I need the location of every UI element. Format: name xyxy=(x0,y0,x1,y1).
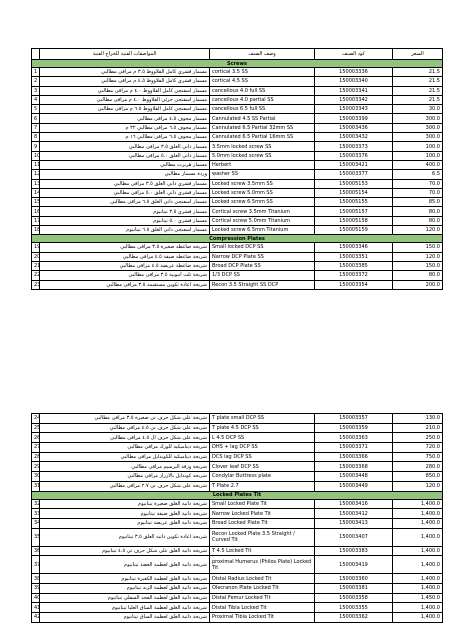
table-row xyxy=(32,160,443,169)
row-index: 35 xyxy=(32,528,40,546)
section-title: Locked Plates Tit xyxy=(32,491,443,499)
item-desc-ar: شريحة ورقة البرسيم مراقى مطالبي xyxy=(40,462,210,472)
table-row xyxy=(32,593,443,603)
item-desc-en: Cannulated 6.5 Partial 16mm SS xyxy=(210,133,315,142)
table-row xyxy=(32,472,443,482)
item-price: 120.0 xyxy=(393,226,443,235)
item-desc-en: cancellous 4.0 full SS xyxy=(210,86,315,95)
item-desc-en: Distal Femur Locked Tit xyxy=(210,593,315,603)
item-code: 150005158 xyxy=(315,216,393,225)
item-price: 720.0 xyxy=(393,443,443,453)
item-code: 150005155 xyxy=(315,198,393,207)
table-row xyxy=(32,271,443,280)
table-row xyxy=(32,123,443,132)
item-price: 150.0 xyxy=(393,243,443,252)
item-desc-ar: مسمار ذاتي الغلق ٥.٠ مراقى مطالبي xyxy=(40,151,210,160)
item-code: 150003377 xyxy=(315,170,393,179)
item-desc-ar: شريحة على شكل حرف تي صغيرة ٣.٥ مراقى مطالبي xyxy=(40,414,210,424)
table-row xyxy=(32,114,443,123)
item-price: 1,400.0 xyxy=(393,574,443,584)
item-desc-en: Olecranon Plate Locked Tit xyxy=(210,583,315,593)
item-desc-en: L 4.5 DCP SS xyxy=(210,433,315,443)
item-desc-en: T plate small DCP SS xyxy=(210,414,315,424)
item-desc-ar: مسمار مجوف ٦.٥ مراقى مطالبي ١٦ م xyxy=(40,133,210,142)
table-row xyxy=(32,509,443,519)
row-index: 36 xyxy=(32,546,40,556)
table-row xyxy=(32,105,443,114)
row-index: 30 xyxy=(32,472,40,482)
item-desc-ar: مسمار هربرت مطالبي xyxy=(40,160,210,169)
item-desc-ar: شريحة اعادة تكوين مستقيمة ٣.٥ مراقى مطالبي xyxy=(40,280,210,289)
item-desc-en: 5.0mm locked screw SS xyxy=(210,151,315,160)
table-row xyxy=(32,574,443,584)
row-index: 22 xyxy=(32,271,40,280)
item-desc-ar: شريحة ذاتية الغلق لعظمة الكعبرة تيتانيوم xyxy=(40,574,210,584)
item-code: 150003357 xyxy=(315,414,393,424)
row-index: 41 xyxy=(32,603,40,613)
row-index: 6 xyxy=(32,114,40,123)
item-desc-en: Cannulated 4.5 SS Partial xyxy=(210,114,315,123)
row-index: 8 xyxy=(32,133,40,142)
item-desc-en: Herbert xyxy=(210,160,315,169)
section-title: Compression Plates xyxy=(32,235,443,243)
table-row xyxy=(32,226,443,235)
row-index: 32 xyxy=(32,499,40,509)
item-code: 150003432 xyxy=(315,133,393,142)
item-desc-ar: شريحة على شكل حرف ال ٤.٥ مراقى مطالبي xyxy=(40,433,210,443)
item-price: 120.0 xyxy=(393,252,443,261)
item-code: 150003368 xyxy=(315,462,393,472)
item-desc-en: Cortical screw 5.0mm Titanium xyxy=(210,216,315,225)
item-desc-ar: مسمار اسفنجي جزئي القلاووظ ٤.٠ م مراقى مطالبي xyxy=(40,95,210,104)
row-index: 16 xyxy=(32,207,40,216)
item-code: 150003376 xyxy=(315,151,393,160)
item-price: 1,400.0 xyxy=(393,613,443,623)
table-row xyxy=(32,583,443,593)
table-row xyxy=(32,546,443,556)
item-code: 150003366 xyxy=(315,452,393,462)
table-row xyxy=(32,613,443,623)
item-desc-ar: شريحة ذاتية الغلق لعظمة الساق العليا تيتانيوم xyxy=(40,603,210,613)
item-desc-ar: شريحة اعادة تكوين ذاتية الغلق ٣.٥ تيتانيوم xyxy=(40,528,210,546)
item-desc-en: Locked screw 6.5mm Titanium xyxy=(210,226,315,235)
item-code: 150003413 xyxy=(315,518,393,528)
item-code: 150003358 xyxy=(315,593,393,603)
row-index: 14 xyxy=(32,188,40,197)
item-desc-ar: مسمار اسفنجي كامل القلاووظ ٦.٥ م مراقى مطالبي xyxy=(40,105,210,114)
table-row xyxy=(32,280,443,289)
item-desc-ar: شريحة ضاغطة ضيقة ٤.٥ مراقى مطالبي xyxy=(40,252,210,261)
row-index: 31 xyxy=(32,481,40,491)
table-row xyxy=(32,68,443,77)
item-price: 300.0 xyxy=(393,133,443,142)
item-desc-ar: شريحة ذاتية الغلق لعظمة الفخذ السفلي تيتانيوم xyxy=(40,593,210,603)
row-index: 42 xyxy=(32,613,40,623)
item-price: 30.0 xyxy=(393,105,443,114)
item-desc-ar: شريحة ذاتية الغلق على شكل حرف تي ٤.٥ تيتانيوم xyxy=(40,546,210,556)
item-price: 1,450.0 xyxy=(393,593,443,603)
item-code: 150003448 xyxy=(315,472,393,482)
table-row xyxy=(32,133,443,142)
item-desc-en: proximal Humerus (Philos Plate) Locked Tit xyxy=(210,556,315,574)
item-desc-ar: مسمار اسفنجي كامل القلاووظ ٤.٠ م مراقى مطالبي xyxy=(40,86,210,95)
item-desc-ar: مسمار اسفنجي ذاتي الغلق ٦.٥ مراقى مطالبي xyxy=(40,198,210,207)
item-desc-en: Recon Locked Plate 3.5 Straight / Curved Tit xyxy=(210,528,315,546)
item-price: 21.5 xyxy=(393,77,443,86)
item-price: 750.0 xyxy=(393,452,443,462)
header-price: السعر xyxy=(393,49,443,60)
item-price: 21.5 xyxy=(393,95,443,104)
item-desc-ar: مسمار قشري ذاتي الغلق ٣.٥ مراقى مطالبي xyxy=(40,179,210,188)
item-code: 150003373 xyxy=(315,142,393,151)
item-desc-en: Proximal Tibia Locked Tit xyxy=(210,613,315,623)
item-desc-en: Broad DCP Plate SS xyxy=(210,261,315,270)
table-row xyxy=(32,499,443,509)
item-desc-en: Condylar Buttress plate xyxy=(210,472,315,482)
item-code: 150003342 xyxy=(315,95,393,104)
item-code: 150003354 xyxy=(315,280,393,289)
item-price: 300.0 xyxy=(393,123,443,132)
table-row xyxy=(32,433,443,443)
item-desc-en: DCS lag DCP SS xyxy=(210,452,315,462)
row-index: 21 xyxy=(32,261,40,270)
item-desc-ar: شريحة ذاتية الغلق ضيقة تيتانيوم xyxy=(40,509,210,519)
item-code: 150003421 xyxy=(315,160,393,169)
table-row xyxy=(32,452,443,462)
item-price: 130.0 xyxy=(393,414,443,424)
item-price: 80.0 xyxy=(393,207,443,216)
item-desc-en: cortical 3.5 SS xyxy=(210,68,315,77)
row-index: 28 xyxy=(32,452,40,462)
item-desc-en: T 4.5 Locked Tit xyxy=(210,546,315,556)
item-desc-ar: مسمار قشري ذاتي الغلق ٥.٠ مراقى مطالبي xyxy=(40,188,210,197)
row-index: 5 xyxy=(32,105,40,114)
item-desc-en: Recon 3.5 Straight SS DCP xyxy=(210,280,315,289)
item-desc-ar: شريحة ديناميكية للورك مراقى مطالبي xyxy=(40,443,210,453)
row-index: 13 xyxy=(32,179,40,188)
item-code: 150003346 xyxy=(315,243,393,252)
item-code: 150003343 xyxy=(315,105,393,114)
item-desc-en: 1/3 DCP SS xyxy=(210,271,315,280)
table-row xyxy=(32,443,443,453)
item-desc-en: cancellous 4.0 partial SS xyxy=(210,95,315,104)
row-index: 23 xyxy=(32,280,40,289)
item-code: 150003399 xyxy=(315,114,393,123)
item-code: 150003363 xyxy=(315,433,393,443)
item-desc-ar: شريحة ثلث انبوبية ٣.٥ مراقى مطالبي xyxy=(40,271,210,280)
header-code: كود الصنف xyxy=(315,49,393,60)
row-index: 9 xyxy=(32,142,40,151)
row-index: 7 xyxy=(32,123,40,132)
table-row xyxy=(32,95,443,104)
item-desc-ar: شريحة كوندايل بالازرار مراقى مطالبي xyxy=(40,472,210,482)
row-index: 24 xyxy=(32,414,40,424)
item-price: 6.5 xyxy=(393,170,443,179)
item-code: 150003351 xyxy=(315,252,393,261)
table-row xyxy=(32,216,443,225)
item-price: 70.0 xyxy=(393,188,443,197)
item-desc-ar: مسمار قشري كامل القلاووظ ٤.٥ م مراقى مطالبي xyxy=(40,77,210,86)
item-code: 150003360 xyxy=(315,574,393,584)
table-row xyxy=(32,151,443,160)
row-index: 12 xyxy=(32,170,40,179)
item-price: 80.0 xyxy=(393,271,443,280)
table-row xyxy=(32,261,443,270)
item-code: 150003385 xyxy=(315,261,393,270)
row-index: 40 xyxy=(32,593,40,603)
item-code: 150005153 xyxy=(315,179,393,188)
item-code: 150005154 xyxy=(315,188,393,197)
table-row xyxy=(32,179,443,188)
item-price: 80.0 xyxy=(393,216,443,225)
item-desc-en: cortical 4.5 SS xyxy=(210,77,315,86)
item-price: 1,400.0 xyxy=(393,499,443,509)
item-desc-en: washer SS xyxy=(210,170,315,179)
item-desc-en: T Plate 2.7 xyxy=(210,481,315,491)
table-row xyxy=(32,170,443,179)
item-desc-ar: شريحة ذاتية الغلق لعظمة العضد تيتانيوم xyxy=(40,556,210,574)
item-desc-ar: وردة مسمار مطالبي xyxy=(40,170,210,179)
section-header xyxy=(32,491,443,499)
row-index: 37 xyxy=(32,556,40,574)
item-price: 21.5 xyxy=(393,86,443,95)
item-desc-en: Small Locked Plate Tit xyxy=(210,499,315,509)
item-desc-en: Narrow DCP Plate SS xyxy=(210,252,315,261)
item-desc-ar: مسمار قشري ٣.٥ تيتانيوم xyxy=(40,207,210,216)
row-index: 25 xyxy=(32,423,40,433)
item-code: 150003359 xyxy=(315,423,393,433)
item-desc-ar: مسمار ذاتي الغلق ٣.٥ مراقى مطالبي xyxy=(40,142,210,151)
item-desc-en: Small locked DCP SS xyxy=(210,243,315,252)
table-row xyxy=(32,423,443,433)
section-header xyxy=(32,235,443,243)
item-price: 1,400.0 xyxy=(393,546,443,556)
row-index: 11 xyxy=(32,160,40,169)
item-desc-en: DHS + lag DCP SS xyxy=(210,443,315,453)
item-desc-en: Narrow Locked Plate Tit xyxy=(210,509,315,519)
item-price: 1,400.0 xyxy=(393,509,443,519)
item-price: 1,400.0 xyxy=(393,603,443,613)
table-row xyxy=(32,188,443,197)
row-index: 18 xyxy=(32,226,40,235)
item-code: 150003381 xyxy=(315,583,393,593)
item-price: 1,400.0 xyxy=(393,518,443,528)
row-index: 33 xyxy=(32,509,40,519)
item-desc-ar: مسمار قشري كامل القلاووظ ٣.٥ م مراقى مطالبي xyxy=(40,68,210,77)
table-row xyxy=(32,518,443,528)
table-row xyxy=(32,207,443,216)
item-desc-ar: شريحة ديناميكية للكوندايل مراقى مطالبي xyxy=(40,452,210,462)
item-price: 250.0 xyxy=(393,433,443,443)
item-desc-en: cancellous 6.5 full SS xyxy=(210,105,315,114)
item-desc-en: Locked screw 5.0mm SS xyxy=(210,188,315,197)
table-row xyxy=(32,142,443,151)
item-price: 200.0 xyxy=(393,280,443,289)
table-row xyxy=(32,481,443,491)
price-table-part-1 xyxy=(31,48,443,290)
item-desc-ar: مسمار اسفنجي ذاتي الغلق ٦.٥ تيتانيوم xyxy=(40,226,210,235)
item-desc-en: Distal Radius Locked Tit xyxy=(210,574,315,584)
item-desc-en: 3.5mm locked screw SS xyxy=(210,142,315,151)
item-code: 150005159 xyxy=(315,226,393,235)
item-code: 150003371 xyxy=(315,443,393,453)
row-index: 19 xyxy=(32,243,40,252)
section-title: Screws xyxy=(32,60,443,68)
item-price: 850.0 xyxy=(393,472,443,482)
item-code: 150003436 xyxy=(315,123,393,132)
item-price: 150.0 xyxy=(393,261,443,270)
row-index: 4 xyxy=(32,95,40,104)
row-index: 34 xyxy=(32,518,40,528)
item-code: 150005157 xyxy=(315,207,393,216)
item-price: 280.0 xyxy=(393,462,443,472)
row-index: 1 xyxy=(32,68,40,77)
item-code: 150003372 xyxy=(315,271,393,280)
item-code: 150003355 xyxy=(315,603,393,613)
item-code: 150003340 xyxy=(315,77,393,86)
item-desc-en: Cannulated 6.5 Partial 32mm SS xyxy=(210,123,315,132)
item-price: 70.0 xyxy=(393,179,443,188)
table-row xyxy=(32,198,443,207)
table-row xyxy=(32,243,443,252)
section-screws xyxy=(32,60,443,68)
item-desc-ar: شريحة على شكل حرف تي ٤.٥ مراقى مطالبي xyxy=(40,423,210,433)
item-price: 1,400.0 xyxy=(393,556,443,574)
table-row xyxy=(32,414,443,424)
item-desc-ar: شريحة ذاتية الغلق صغيرة تيتانيوم xyxy=(40,499,210,509)
item-desc-ar: مسمار مجوف ٦.٥ مراقى مطالبي ٣٢ م xyxy=(40,123,210,132)
table-row xyxy=(32,528,443,546)
table-row xyxy=(32,252,443,261)
row-index: 17 xyxy=(32,216,40,225)
item-desc-en: Distal Tibia Locked Tit xyxy=(210,603,315,613)
item-price: 120.0 xyxy=(393,481,443,491)
item-desc-en: Locked screw 6.5mm SS xyxy=(210,198,315,207)
item-code: 150003362 xyxy=(315,613,393,623)
row-index: 3 xyxy=(32,86,40,95)
row-index: 39 xyxy=(32,583,40,593)
item-price: 85.0 xyxy=(393,198,443,207)
item-code: 150003449 xyxy=(315,481,393,491)
row-index: 20 xyxy=(32,252,40,261)
item-desc-ar: شريحة ضاغطة صغيرة ٣.٥ مراقى مطالبي xyxy=(40,243,210,252)
item-price: 400.0 xyxy=(393,160,443,169)
header-row xyxy=(32,49,443,60)
item-desc-ar: مسمار قشري ٥.٠ تيتانيوم xyxy=(40,216,210,225)
item-price: 210.0 xyxy=(393,423,443,433)
item-desc-ar: شريحة ذاتية الغلق عريضة تيتانيوم xyxy=(40,518,210,528)
item-price: 1,400.0 xyxy=(393,528,443,546)
row-index: 15 xyxy=(32,198,40,207)
item-desc-en: T plate 4.5 DCP SS xyxy=(210,423,315,433)
table-row xyxy=(32,603,443,613)
item-desc-ar: شريحة ذاتية الغلق لعظمة الزند تيتانيوم xyxy=(40,583,210,593)
item-code: 150003419 xyxy=(315,556,393,574)
item-code: 150003416 xyxy=(315,499,393,509)
header-desc-en: وصف الصنف xyxy=(210,49,315,60)
item-price: 21.5 xyxy=(393,68,443,77)
row-index: 2 xyxy=(32,77,40,86)
item-desc-en: Locked screw 3.5mm SS xyxy=(210,179,315,188)
item-desc-en: Cortical screw 3.5mm Titanium xyxy=(210,207,315,216)
item-code: 150003383 xyxy=(315,546,393,556)
item-code: 150003407 xyxy=(315,528,393,546)
item-desc-en: Clover leaf DCP SS xyxy=(210,462,315,472)
item-code: 150003336 xyxy=(315,68,393,77)
table-row xyxy=(32,556,443,574)
item-price: 100.0 xyxy=(393,151,443,160)
table-row xyxy=(32,86,443,95)
row-index: 38 xyxy=(32,574,40,584)
item-desc-ar: شريحة ذاتية الغلق لعظمة الساق تيتانيوم xyxy=(40,613,210,623)
price-table-part-2 xyxy=(31,413,443,623)
header-index xyxy=(32,49,40,60)
row-index: 29 xyxy=(32,462,40,472)
item-desc-ar: شريحة على شكل حرف تي ٢.٧ مراقى مطالبي xyxy=(40,481,210,491)
row-index: 26 xyxy=(32,433,40,443)
item-desc-en: Broad Locked Plate Tit xyxy=(210,518,315,528)
item-desc-ar: مسمار مجوف ٤.٥ مراقى مطالبي xyxy=(40,114,210,123)
item-price: 300.0 xyxy=(393,114,443,123)
row-index: 10 xyxy=(32,151,40,160)
item-code: 150003341 xyxy=(315,86,393,95)
row-index: 27 xyxy=(32,443,40,453)
table-row xyxy=(32,77,443,86)
item-price: 100.0 xyxy=(393,142,443,151)
item-desc-ar: شريحة ضاغطة عريضة ٤.٥ مراقى مطالبي xyxy=(40,261,210,270)
table-row xyxy=(32,462,443,472)
item-price: 1,400.0 xyxy=(393,583,443,593)
item-code: 150003412 xyxy=(315,509,393,519)
header-desc-ar: المواصفات الفنية للخراج الفنية xyxy=(40,49,210,60)
